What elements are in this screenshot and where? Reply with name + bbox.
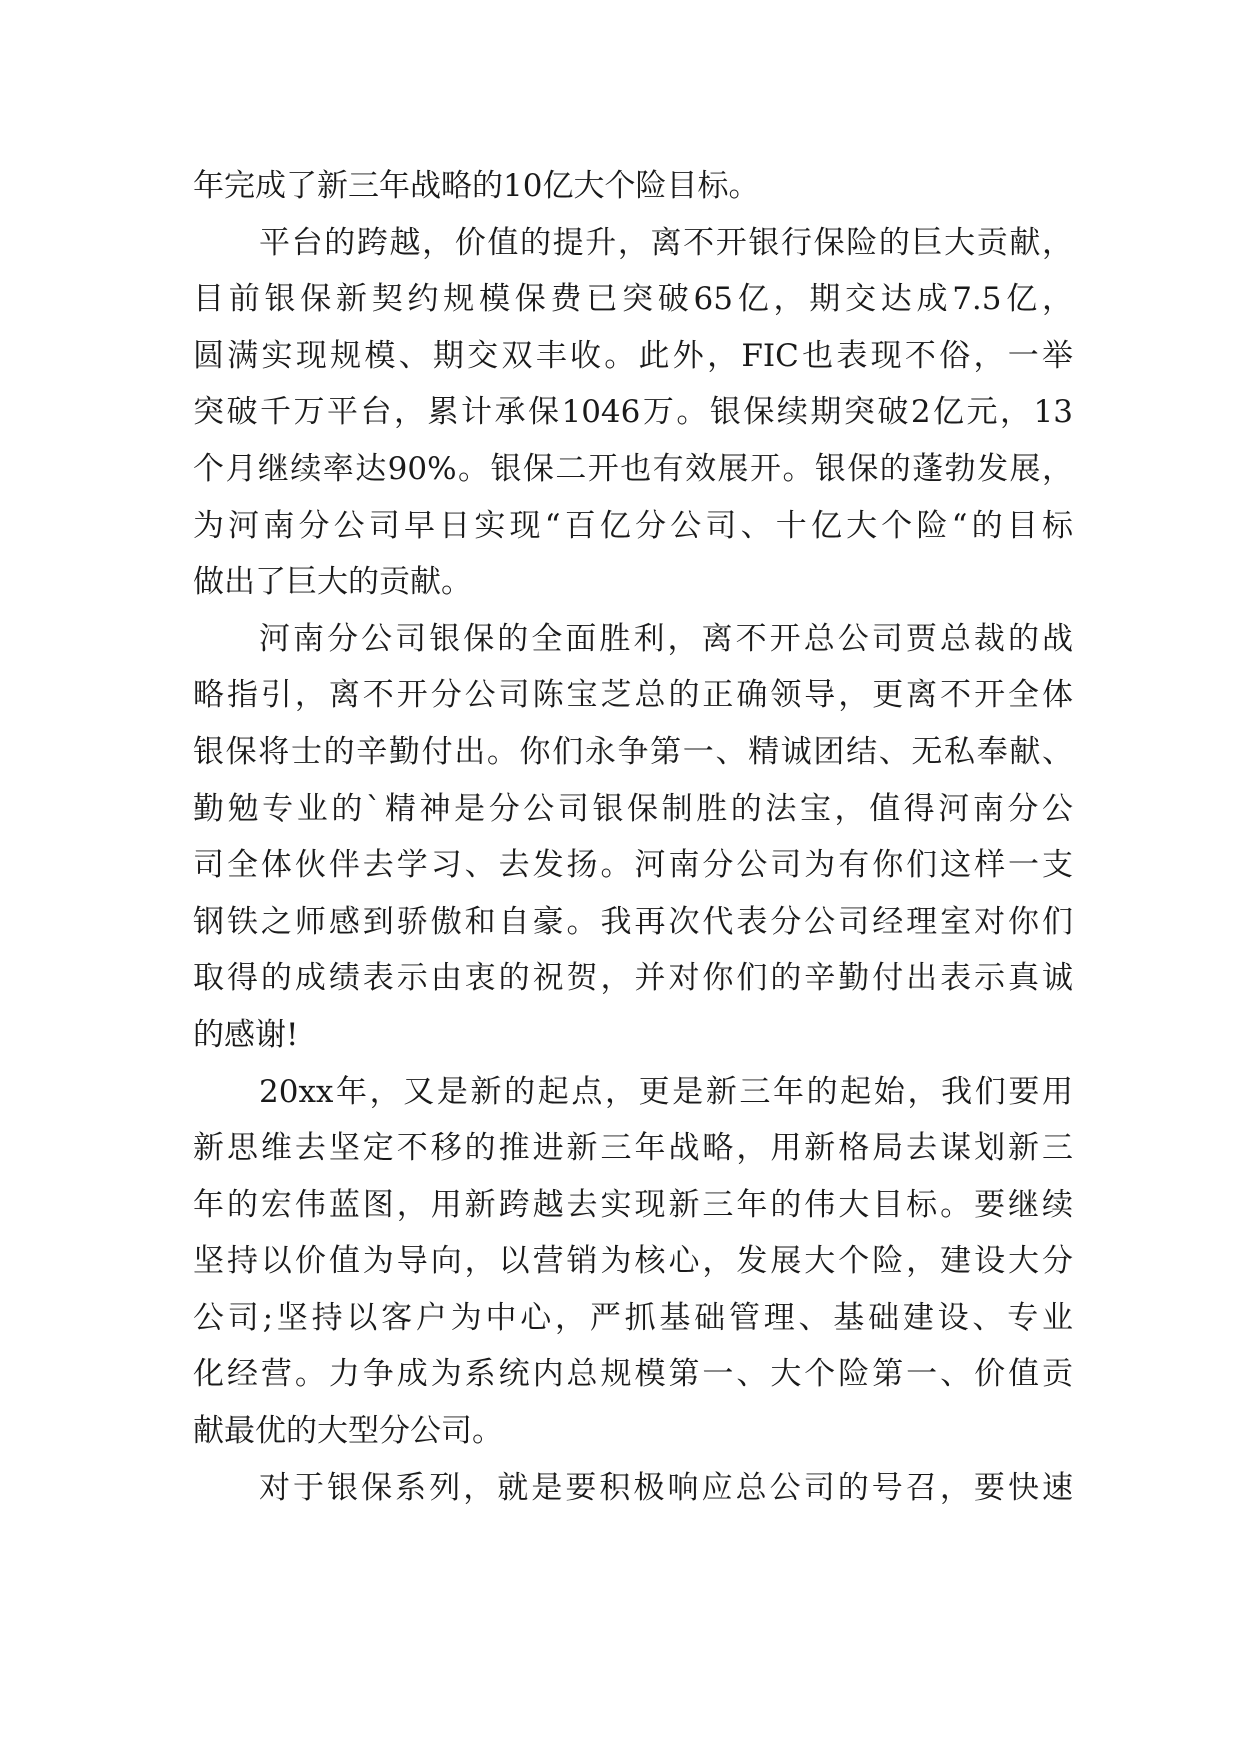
- text-line: 银保将士的辛勤付出。你们永争第一、精诚团结、无私奉献、: [193, 733, 1073, 770]
- text-line: 圆满实现规模、期交双丰收。此外，FIC也表现不俗，一举: [193, 337, 1073, 374]
- text-line: 年完成了新三年战略的10亿大个险目标。: [193, 168, 760, 204]
- text-line: 钢铁之师感到骄傲和自豪。我再次代表分公司经理室对你们: [193, 903, 1073, 940]
- document-body: [193, 158, 1073, 1516]
- text-line: 勤勉专业的`精神是分公司银保制胜的法宝，值得河南分公: [193, 790, 1073, 827]
- text-line: 略指引，离不开分公司陈宝芝总的正确领导，更离不开全体: [193, 677, 1073, 714]
- text-line: 坚持以价值为导向，以营销为核心，发展大个险，建设大分: [193, 1243, 1073, 1280]
- paragraph: [193, 158, 1073, 215]
- paragraph: [193, 215, 1073, 611]
- text-line: 20xx年，又是新的起点，更是新三年的起始，我们要用: [259, 1073, 1073, 1110]
- text-line: 新思维去坚定不移的推进新三年战略，用新格局去谋划新三: [193, 1130, 1073, 1167]
- text-line: 的感谢!: [193, 1016, 299, 1053]
- text-line: 年的宏伟蓝图，用新跨越去实现新三年的伟大目标。要继续: [193, 1186, 1073, 1223]
- text-line: 取得的成绩表示由衷的祝贺，并对你们的辛勤付出表示真诚: [193, 960, 1073, 997]
- text-line: 目前银保新契约规模保费已突破65亿，期交达成7.5亿，: [193, 281, 1073, 318]
- text-line: 河南分公司银保的全面胜利，离不开总公司贾总裁的战: [259, 620, 1073, 657]
- text-line: 公司;坚持以客户为中心，严抓基础管理、基础建设、专业: [193, 1299, 1073, 1336]
- paragraph: [193, 611, 1073, 1064]
- text-line: 突破千万平台，累计承保1046万。银保续期突破2亿元，13: [193, 394, 1073, 431]
- paragraph: [193, 1064, 1073, 1460]
- text-line: 个月继续率达90%。银保二开也有效展开。银保的蓬勃发展，: [193, 450, 1073, 487]
- text-line: 化经营。力争成为系统内总规模第一、大个险第一、价值贡: [193, 1356, 1073, 1393]
- paragraph: [193, 1460, 1073, 1517]
- text-line: 为河南分公司早日实现“百亿分公司、十亿大个险“的目标: [193, 507, 1073, 544]
- text-line: 平台的跨越，价值的提升，离不开银行保险的巨大贡献，: [259, 224, 1073, 261]
- text-line: 对于银保系列，就是要积极响应总公司的号召，要快速: [259, 1469, 1073, 1506]
- text-line: 献最优的大型分公司。: [193, 1413, 503, 1450]
- text-line: 做出了巨大的贡献。: [193, 564, 472, 601]
- text-line: 司全体伙伴去学习、去发扬。河南分公司为有你们这样一支: [193, 847, 1073, 884]
